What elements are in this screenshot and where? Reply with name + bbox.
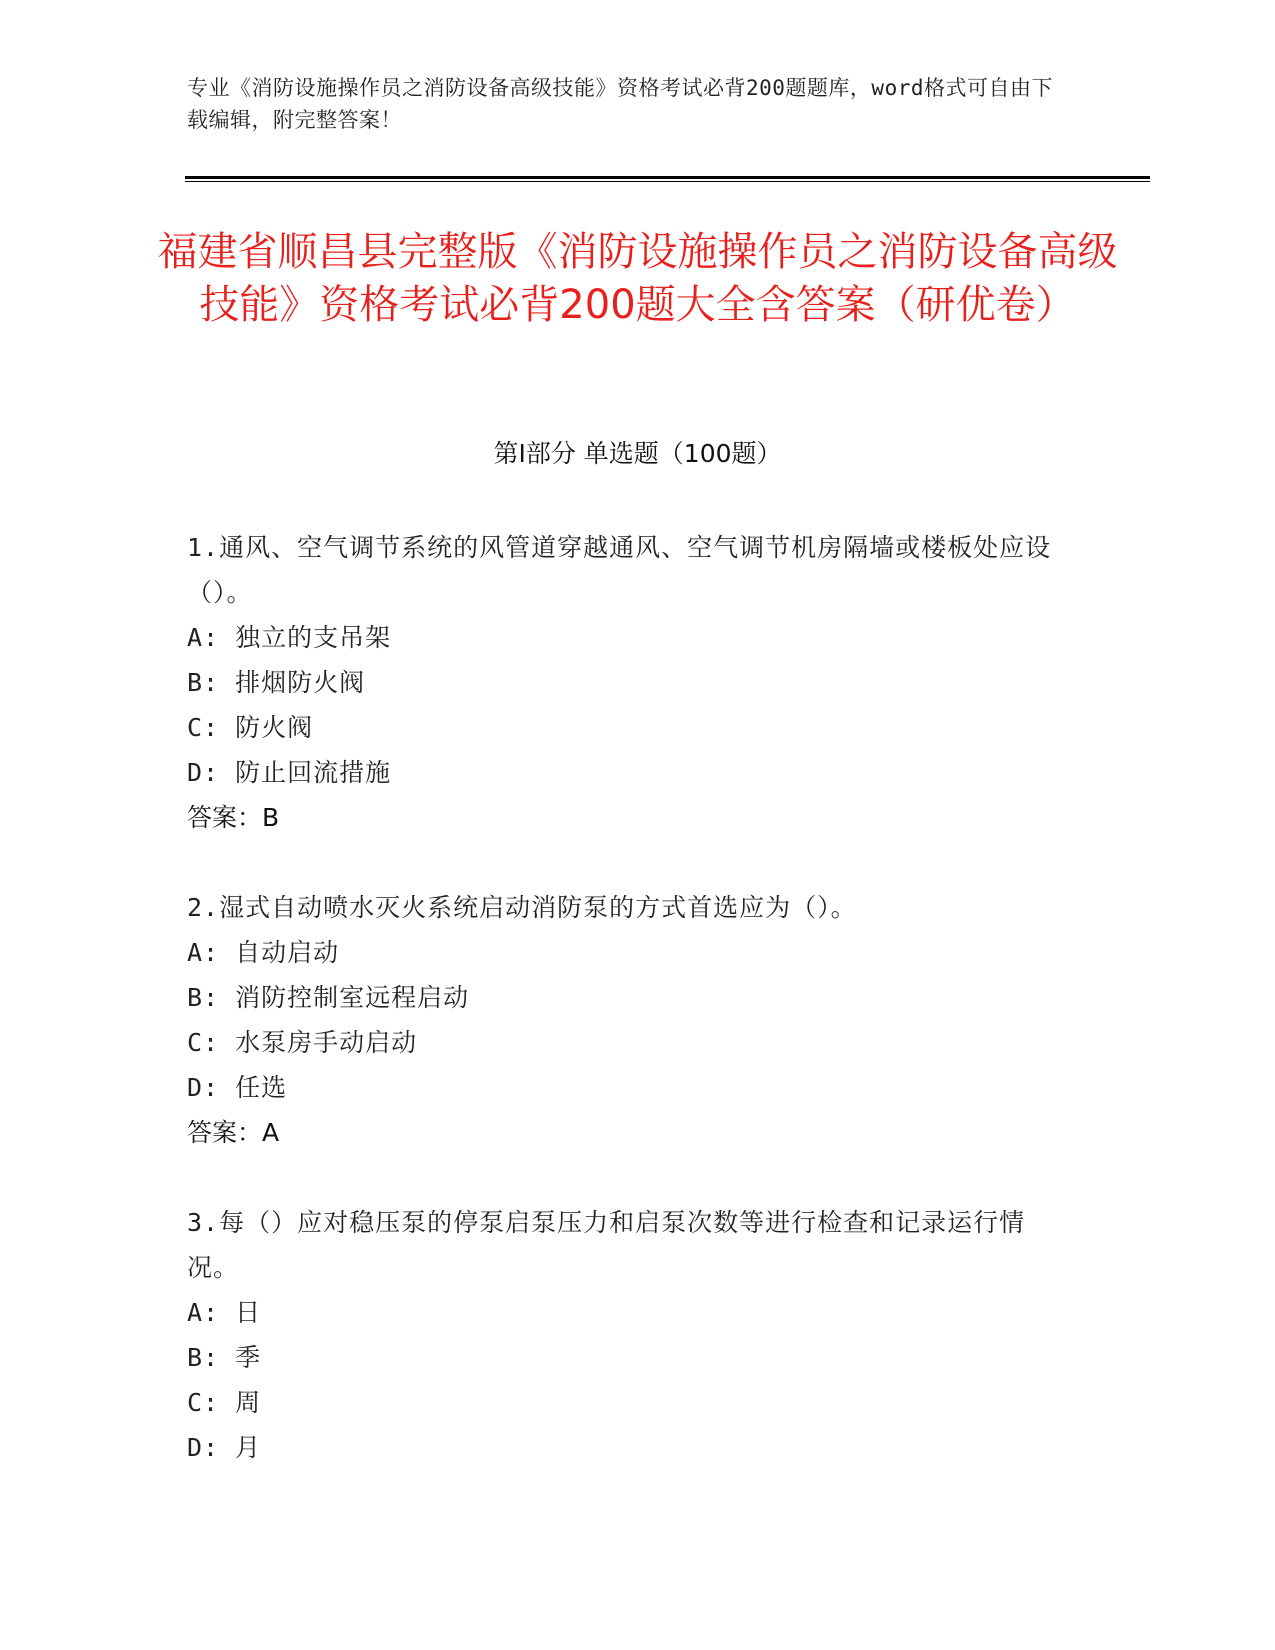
option-d: D: 防止回流措施 [187,758,392,787]
option-b: B: 排烟防火阀 [187,668,366,697]
option-a: A: 独立的支吊架 [187,623,392,652]
section-heading: 第I部分 单选题（100题） [493,439,782,468]
option-b: B: 消防控制室远程启动 [187,983,470,1012]
option-a: A: 自动启动 [187,938,340,967]
answer: 答案：B [187,803,280,832]
option-d: D: 月 [187,1433,262,1462]
document-title: 福建省顺昌县完整版《消防设施操作员之消防设备高级技能》资格考试必背200题大全含答案（研优卷） [157,229,1118,328]
header-rule-thin [185,181,1150,182]
header-rule-thick [185,176,1150,179]
question-text: 1.通风、空气调节系统的风管道穿越通风、空气调节机房隔墙或楼板处应设（）。 [187,533,1052,607]
question-spacer [187,840,1067,885]
option-d: D: 任选 [187,1073,288,1102]
question-1 [187,525,1067,840]
option-b: B: 季 [187,1343,262,1372]
option-c: C: 防火阀 [187,713,314,742]
option-c: C: 水泵房手动启动 [187,1028,418,1057]
option-c: C: 周 [187,1388,262,1417]
option-a: A: 日 [187,1298,262,1327]
question-text: 2.湿式自动喷水灭火系统启动消防泵的方式首选应为（）。 [187,893,857,922]
answer: 答案：A [187,1118,280,1147]
question-2 [187,885,1067,1155]
question-spacer [187,1155,1067,1200]
question-3 [187,1200,1067,1470]
question-list [187,525,1067,1470]
header-note: 专业《消防设施操作员之消防设备高级技能》资格考试必背200题题库，word格式可自由下载编辑，附完整答案！ [187,76,1053,132]
question-text: 3.每（）应对稳压泵的停泵启泵压力和启泵次数等进行检查和记录运行情况。 [187,1208,1026,1282]
